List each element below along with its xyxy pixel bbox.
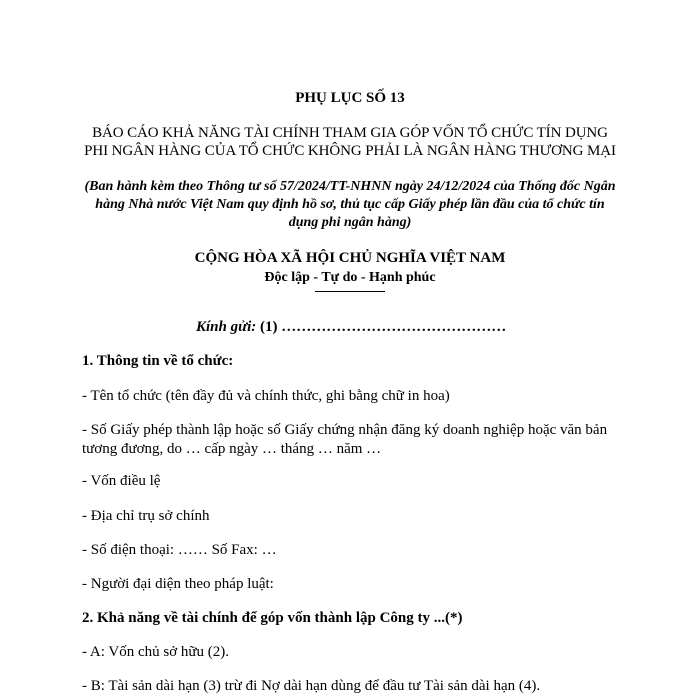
addressee-label: Kính gửi: [196, 319, 257, 335]
section-1-item-license: - Số Giấy phép thành lập hoặc số Giấy chứng nhận đăng ký doanh nghiệp hoặc văn bản tương đương, do … cấp ngày … tháng … năm … [82, 422, 608, 457]
section-1-item-representative: - Người đại diện theo pháp luật: [82, 576, 274, 592]
section-1-item-capital: - Vốn điều lệ [82, 473, 161, 489]
section-2-item-b: - B: Tài sản dài hạn (3) trừ đi Nợ dài hạn dùng để đầu tư Tài sản dài hạn (4). [82, 678, 541, 694]
appendix-title: PHỤ LỤC SỐ 13 [295, 90, 405, 106]
section-2-heading: 2. Khả năng về tài chính để góp vốn thành lập Công ty ...(*) [82, 610, 463, 626]
addressee-line [196, 319, 506, 336]
national-motto: Độc lập - Tự do - Hạnh phúc [264, 270, 436, 285]
section-1-item-name: - Tên tổ chức (tên đầy đủ và chính thức, ghi bằng chữ in hoa) [82, 388, 450, 404]
issued-by-note: (Ban hành kèm theo Thông tư số 57/2024/TT-NHNN ngày 24/12/2024 của Thống đốc Ngân hàng Nhà nước Việt Nam quy định hồ sơ, thủ tục cấp Giấy phép lần đầu của tổ chức tín dụng phi ngân hàng) [84, 179, 616, 230]
section-2-item-a: - A: Vốn chủ sở hữu (2). [82, 644, 230, 660]
section-1-item-phone: - Số điện thoại: …… Số Fax: … [82, 542, 277, 558]
national-title: CỘNG HÒA XÃ HỘI CHỦ NGHĨA VIỆT NAM [194, 250, 506, 266]
motto-underline [315, 291, 385, 292]
addressee-value: (1) ……………………………………… [256, 319, 507, 335]
section-1-heading: 1. Thông tin về tổ chức: [82, 353, 234, 369]
section-1-item-address: - Địa chỉ trụ sở chính [82, 508, 210, 524]
report-title: BÁO CÁO KHẢ NĂNG TÀI CHÍNH THAM GIA GÓP VỐN TỔ CHỨC TÍN DỤNG PHI NGÂN HÀNG CỦA TỔ CHỨC KHÔNG PHẢI LÀ NGÂN HÀNG THƯƠNG MẠI [84, 125, 616, 159]
